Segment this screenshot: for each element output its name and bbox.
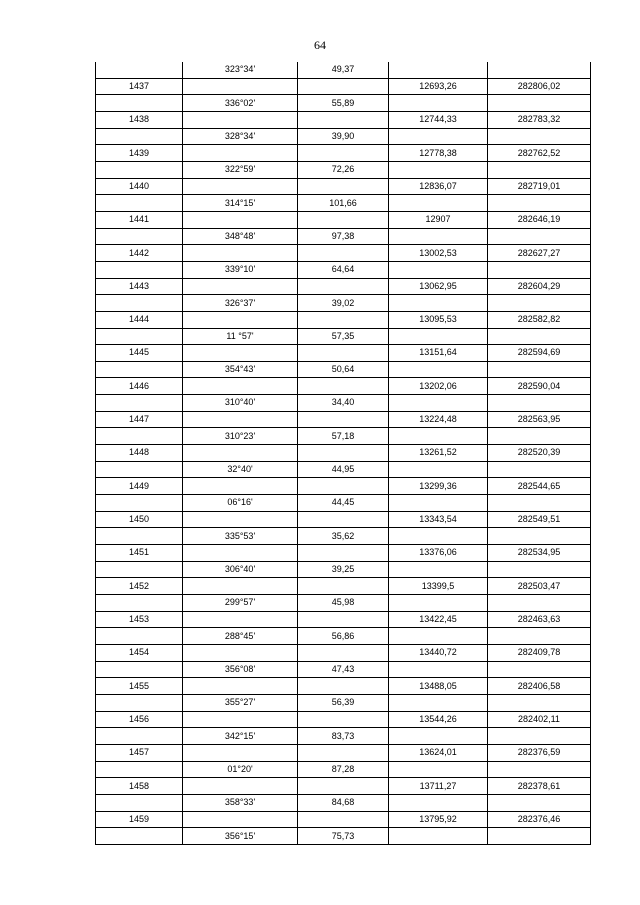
direction-angle-cell [183,611,298,628]
x-coordinate-cell: 13488,05 [389,678,488,695]
y-coordinate-cell: 282549,51 [488,511,591,528]
y-coordinate-cell: 282594,69 [488,345,591,362]
y-coordinate-cell [488,361,591,378]
length-cell [298,345,389,362]
x-coordinate-cell [389,95,488,112]
segment-row [96,728,591,745]
y-coordinate-cell [488,461,591,478]
x-coordinate-cell [389,62,488,78]
point-number-cell: 1445 [96,345,183,362]
direction-angle-cell: 355°27' [183,694,298,711]
y-coordinate-cell [488,728,591,745]
y-coordinate-cell [488,395,591,412]
point-number-cell [96,794,183,811]
y-coordinate-cell: 282590,04 [488,378,591,395]
length-cell [298,378,389,395]
length-cell: 39,25 [298,561,389,578]
length-cell [298,78,389,95]
direction-angle-cell [183,311,298,328]
page-number: 64 [314,38,326,52]
point-number-cell [96,328,183,345]
length-cell: 34,40 [298,395,389,412]
x-coordinate-cell: 13002,53 [389,245,488,262]
length-cell [298,545,389,562]
y-coordinate-cell [488,195,591,212]
direction-angle-cell: 310°40' [183,395,298,412]
x-coordinate-cell [389,395,488,412]
point-number-cell: 1444 [96,311,183,328]
x-coordinate-cell [389,828,488,845]
point-number-cell [96,428,183,445]
length-cell: 83,73 [298,728,389,745]
direction-angle-cell [183,644,298,661]
y-coordinate-cell: 282520,39 [488,445,591,462]
length-cell: 56,39 [298,694,389,711]
x-coordinate-cell [389,661,488,678]
x-coordinate-cell: 13202,06 [389,378,488,395]
x-coordinate-cell: 12836,07 [389,178,488,195]
direction-angle-cell: 335°53' [183,528,298,545]
segment-row [96,328,591,345]
length-cell [298,744,389,761]
y-coordinate-cell: 282806,02 [488,78,591,95]
point-number-cell: 1441 [96,211,183,228]
direction-angle-cell [183,78,298,95]
point-number-cell [96,461,183,478]
y-coordinate-cell [488,295,591,312]
length-cell: 49,37 [298,62,389,78]
point-row [96,545,591,562]
y-coordinate-cell: 282604,29 [488,278,591,295]
y-coordinate-cell: 282378,61 [488,778,591,795]
direction-angle-cell: 354°43' [183,361,298,378]
direction-angle-cell: 356°15' [183,828,298,845]
point-number-cell: 1452 [96,578,183,595]
x-coordinate-cell [389,328,488,345]
length-cell: 72,26 [298,161,389,178]
direction-angle-cell: 306°40' [183,561,298,578]
point-number-cell: 1447 [96,411,183,428]
point-number-cell [96,195,183,212]
direction-angle-cell: 348°48' [183,228,298,245]
direction-angle-cell: 310°23' [183,428,298,445]
point-number-cell [96,161,183,178]
segment-row [96,495,591,512]
direction-angle-cell: 322°59' [183,161,298,178]
length-cell [298,678,389,695]
length-cell [298,145,389,162]
point-number-cell [96,661,183,678]
direction-angle-cell: 11 °57' [183,328,298,345]
point-number-cell [96,728,183,745]
point-number-cell [96,528,183,545]
x-coordinate-cell: 13795,92 [389,811,488,828]
y-coordinate-cell [488,328,591,345]
direction-angle-cell [183,711,298,728]
x-coordinate-cell: 13151,64 [389,345,488,362]
x-coordinate-cell [389,794,488,811]
direction-angle-cell: 336°02' [183,95,298,112]
segment-row [96,628,591,645]
segment-row [96,761,591,778]
x-coordinate-cell: 13399,5 [389,578,488,595]
segment-row [96,461,591,478]
y-coordinate-cell: 282503,47 [488,578,591,595]
segment-row [96,428,591,445]
x-coordinate-cell: 13624,01 [389,744,488,761]
point-row [96,211,591,228]
length-cell [298,211,389,228]
y-coordinate-cell [488,794,591,811]
x-coordinate-cell [389,528,488,545]
coordinates-table [95,62,591,845]
point-number-cell [96,694,183,711]
length-cell: 45,98 [298,595,389,612]
point-row [96,778,591,795]
length-cell [298,811,389,828]
point-number-cell [96,361,183,378]
point-row [96,478,591,495]
y-coordinate-cell: 282563,95 [488,411,591,428]
y-coordinate-cell [488,228,591,245]
point-number-cell: 1451 [96,545,183,562]
direction-angle-cell [183,478,298,495]
y-coordinate-cell: 282409,78 [488,644,591,661]
point-number-cell: 1437 [96,78,183,95]
segment-row [96,694,591,711]
point-number-cell [96,628,183,645]
x-coordinate-cell: 13343,54 [389,511,488,528]
x-coordinate-cell [389,161,488,178]
length-cell [298,511,389,528]
length-cell: 50,64 [298,361,389,378]
point-row [96,111,591,128]
x-coordinate-cell [389,295,488,312]
point-row [96,78,591,95]
x-coordinate-cell [389,261,488,278]
length-cell: 97,38 [298,228,389,245]
y-coordinate-cell [488,595,591,612]
y-coordinate-cell [488,95,591,112]
direction-angle-cell [183,411,298,428]
x-coordinate-cell: 12744,33 [389,111,488,128]
y-coordinate-cell: 282762,52 [488,145,591,162]
x-coordinate-cell: 13299,36 [389,478,488,495]
direction-angle-cell: 32°40' [183,461,298,478]
x-coordinate-cell [389,495,488,512]
x-coordinate-cell [389,428,488,445]
direction-angle-cell [183,678,298,695]
segment-row [96,361,591,378]
segment-row [96,62,591,78]
point-number-cell [96,95,183,112]
x-coordinate-cell [389,195,488,212]
point-number-cell [96,295,183,312]
x-coordinate-cell: 13224,48 [389,411,488,428]
length-cell [298,778,389,795]
x-coordinate-cell [389,628,488,645]
direction-angle-cell [183,811,298,828]
x-coordinate-cell [389,228,488,245]
x-coordinate-cell [389,761,488,778]
segment-row [96,661,591,678]
point-row [96,578,591,595]
y-coordinate-cell [488,128,591,145]
direction-angle-cell: 339°10' [183,261,298,278]
y-coordinate-cell [488,628,591,645]
x-coordinate-cell: 12693,26 [389,78,488,95]
length-cell [298,611,389,628]
point-row [96,411,591,428]
length-cell [298,411,389,428]
y-coordinate-cell [488,561,591,578]
point-number-cell: 1459 [96,811,183,828]
length-cell [298,311,389,328]
x-coordinate-cell: 13422,45 [389,611,488,628]
segment-row [96,595,591,612]
point-number-cell: 1439 [96,145,183,162]
length-cell [298,111,389,128]
y-coordinate-cell [488,161,591,178]
segment-row [96,794,591,811]
x-coordinate-cell [389,694,488,711]
point-number-cell: 1457 [96,744,183,761]
length-cell: 84,68 [298,794,389,811]
direction-angle-cell [183,278,298,295]
y-coordinate-cell: 282376,59 [488,744,591,761]
length-cell: 55,89 [298,95,389,112]
point-number-cell [96,495,183,512]
point-number-cell [96,761,183,778]
x-coordinate-cell [389,728,488,745]
y-coordinate-cell: 282463,63 [488,611,591,628]
direction-angle-cell: 314°15' [183,195,298,212]
direction-angle-cell [183,211,298,228]
point-number-cell: 1455 [96,678,183,695]
y-coordinate-cell [488,661,591,678]
length-cell [298,711,389,728]
segment-row [96,195,591,212]
x-coordinate-cell [389,361,488,378]
segment-row [96,228,591,245]
point-number-cell: 1456 [96,711,183,728]
segment-row [96,395,591,412]
x-coordinate-cell [389,561,488,578]
direction-angle-cell [183,578,298,595]
direction-angle-cell: 323°34' [183,62,298,78]
length-cell: 39,02 [298,295,389,312]
point-row [96,678,591,695]
length-cell [298,644,389,661]
length-cell: 57,35 [298,328,389,345]
point-number-cell: 1454 [96,644,183,661]
direction-angle-cell [183,378,298,395]
length-cell [298,245,389,262]
y-coordinate-cell [488,761,591,778]
point-number-cell: 1450 [96,511,183,528]
x-coordinate-cell: 13376,06 [389,545,488,562]
length-cell: 75,73 [298,828,389,845]
y-coordinate-cell [488,495,591,512]
length-cell: 44,95 [298,461,389,478]
point-row [96,145,591,162]
point-number-cell: 1449 [96,478,183,495]
direction-angle-cell: 01°20' [183,761,298,778]
direction-angle-cell: 328°34' [183,128,298,145]
point-row [96,811,591,828]
segment-row [96,561,591,578]
y-coordinate-cell [488,62,591,78]
length-cell [298,278,389,295]
direction-angle-cell [183,111,298,128]
point-row [96,345,591,362]
x-coordinate-cell: 13440,72 [389,644,488,661]
direction-angle-cell: 342°15' [183,728,298,745]
x-coordinate-cell [389,461,488,478]
point-number-cell [96,128,183,145]
x-coordinate-cell: 13711,27 [389,778,488,795]
point-number-cell: 1442 [96,245,183,262]
point-number-cell [96,261,183,278]
segment-row [96,295,591,312]
y-coordinate-cell: 282783,32 [488,111,591,128]
point-row [96,611,591,628]
direction-angle-cell [183,245,298,262]
y-coordinate-cell [488,528,591,545]
point-row [96,711,591,728]
point-number-cell: 1453 [96,611,183,628]
y-coordinate-cell: 282646,19 [488,211,591,228]
length-cell: 47,43 [298,661,389,678]
segment-row [96,161,591,178]
point-number-cell [96,561,183,578]
point-row [96,378,591,395]
point-row [96,278,591,295]
point-row [96,511,591,528]
segment-row [96,128,591,145]
segment-row [96,828,591,845]
length-cell: 87,28 [298,761,389,778]
y-coordinate-cell: 282544,65 [488,478,591,495]
length-cell: 57,18 [298,428,389,445]
direction-angle-cell: 356°08' [183,661,298,678]
direction-angle-cell: 326°37' [183,295,298,312]
point-number-cell: 1448 [96,445,183,462]
point-row [96,311,591,328]
length-cell: 64,64 [298,261,389,278]
length-cell [298,578,389,595]
direction-angle-cell: 358°33' [183,794,298,811]
length-cell: 35,62 [298,528,389,545]
y-coordinate-cell [488,828,591,845]
direction-angle-cell [183,178,298,195]
y-coordinate-cell: 282534,95 [488,545,591,562]
x-coordinate-cell: 13062,95 [389,278,488,295]
length-cell: 101,66 [298,195,389,212]
length-cell [298,445,389,462]
point-number-cell [96,395,183,412]
direction-angle-cell [183,345,298,362]
y-coordinate-cell: 282406,58 [488,678,591,695]
y-coordinate-cell: 282719,01 [488,178,591,195]
coordinates-table-body [96,62,591,844]
point-number-cell: 1443 [96,278,183,295]
y-coordinate-cell: 282402,11 [488,711,591,728]
direction-angle-cell [183,545,298,562]
y-coordinate-cell [488,694,591,711]
point-number-cell: 1440 [96,178,183,195]
point-number-cell: 1438 [96,111,183,128]
direction-angle-cell [183,778,298,795]
point-number-cell [96,228,183,245]
point-row [96,245,591,262]
point-number-cell [96,62,183,78]
x-coordinate-cell [389,128,488,145]
point-number-cell: 1458 [96,778,183,795]
point-row [96,744,591,761]
y-coordinate-cell: 282627,27 [488,245,591,262]
segment-row [96,528,591,545]
direction-angle-cell: 06°16' [183,495,298,512]
direction-angle-cell [183,145,298,162]
segment-row [96,95,591,112]
point-number-cell [96,828,183,845]
length-cell [298,178,389,195]
direction-angle-cell [183,511,298,528]
direction-angle-cell [183,744,298,761]
point-number-cell: 1446 [96,378,183,395]
x-coordinate-cell: 13095,53 [389,311,488,328]
x-coordinate-cell: 13544,26 [389,711,488,728]
direction-angle-cell: 299°57' [183,595,298,612]
y-coordinate-cell [488,261,591,278]
length-cell: 44,45 [298,495,389,512]
x-coordinate-cell: 12778,38 [389,145,488,162]
segment-row [96,261,591,278]
length-cell: 39,90 [298,128,389,145]
x-coordinate-cell: 12907 [389,211,488,228]
point-row [96,178,591,195]
point-row [96,445,591,462]
y-coordinate-cell: 282376,46 [488,811,591,828]
length-cell [298,478,389,495]
direction-angle-cell: 288°45' [183,628,298,645]
direction-angle-cell [183,445,298,462]
y-coordinate-cell [488,428,591,445]
x-coordinate-cell [389,595,488,612]
length-cell: 56,86 [298,628,389,645]
point-row [96,644,591,661]
x-coordinate-cell: 13261,52 [389,445,488,462]
y-coordinate-cell: 282582,82 [488,311,591,328]
point-number-cell [96,595,183,612]
